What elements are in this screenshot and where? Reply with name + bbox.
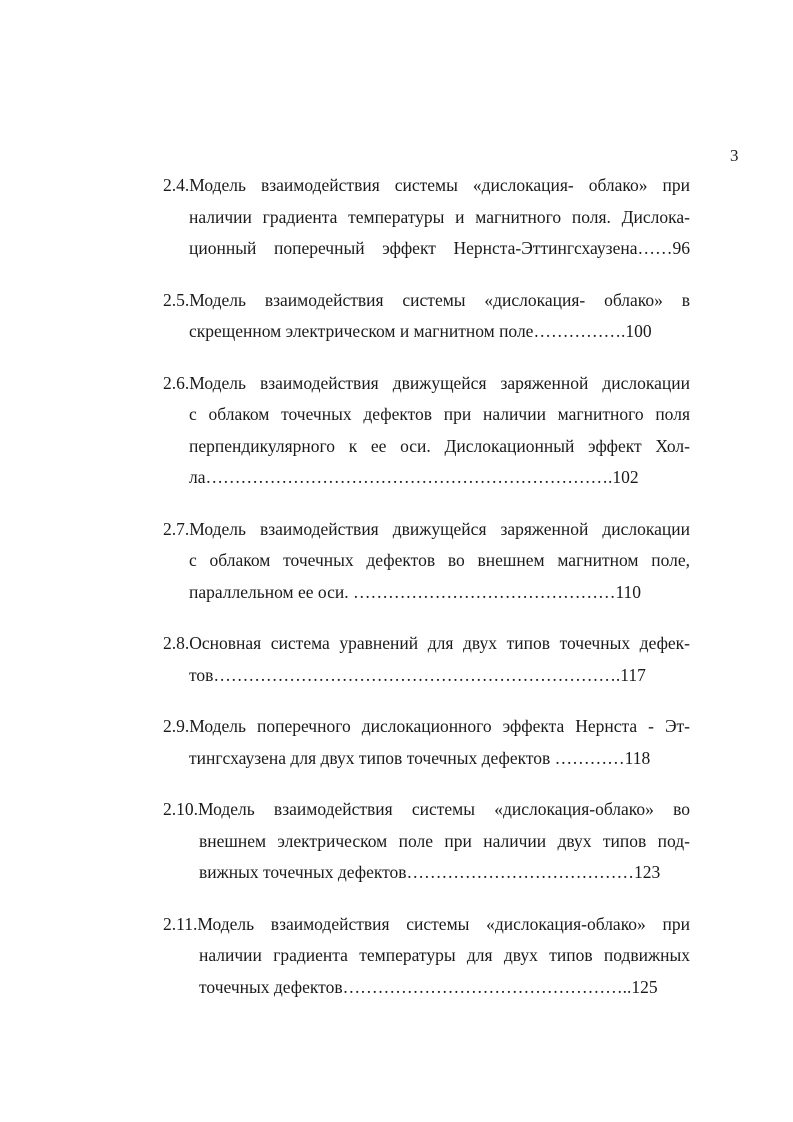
toc-entry-2-11 xyxy=(163,909,690,1004)
toc-line: 2.5.Модель взаимодействия системы «дислокация- облако» в xyxy=(163,289,690,310)
toc-line: 2.7.Модель взаимодействия движущейся заряженной дислокации xyxy=(163,518,690,539)
toc-line: ционный поперечный эффект Нернста-Эттингсхаузена……96 xyxy=(189,238,690,258)
toc-line: тингсхаузена для двух типов точечных дефектов …………118 xyxy=(189,747,651,768)
toc-line: тов…………………………………………………………….117 xyxy=(189,664,646,685)
toc-line: 2.10.Модель взаимодействия системы «дислокация-облако» во xyxy=(163,799,690,819)
toc-entry-2-7 xyxy=(163,514,690,609)
toc-line: 2.6.Модель взаимодействия движущейся заряженной дислокации xyxy=(163,372,690,393)
toc-entry-2-8 xyxy=(163,628,690,691)
toc-line: с облаком точечных дефектов при наличии магнитного поля xyxy=(189,404,690,424)
toc-line: 2.11.Модель взаимодействия системы «дислокация-облако» при xyxy=(163,913,690,934)
toc-line: внешнем электрическом поле при наличии двух типов под- xyxy=(199,830,690,851)
toc-line: точечных дефектов…………………………………………..125 xyxy=(199,976,658,997)
toc-entry-2-5 xyxy=(163,285,690,348)
toc-line: скрещенном электрическом и магнитном поле…………….100 xyxy=(189,321,652,341)
toc-line: 2.9.Модель поперечного дислокационного эффекта Нернста - Эт- xyxy=(163,716,690,736)
toc-line: 2.8.Основная система уравнений для двух типов точечных дефек- xyxy=(163,633,690,653)
page-number: 3 xyxy=(730,146,739,165)
toc-line: с облаком точечных дефектов во внешнем магнитном поле, xyxy=(189,550,690,570)
table-of-contents xyxy=(163,170,690,1023)
toc-line: наличии градиента температуры и магнитного поля. Дислока- xyxy=(189,206,690,227)
toc-line: параллельном ее оси. ………………………………………110 xyxy=(189,581,642,602)
toc-entry-2-6 xyxy=(163,368,690,494)
toc-entry-2-10 xyxy=(163,794,690,889)
toc-entry-2-4 xyxy=(163,170,690,265)
toc-line: ла…………………………………………………………….102 xyxy=(189,467,639,487)
toc-line: вижных точечных дефектов…………………………………123 xyxy=(199,862,661,882)
toc-line: наличии градиента температуры для двух типов подвижных xyxy=(199,945,690,965)
toc-line: 2.4.Модель взаимодействия системы «дислокация- облако» при xyxy=(163,175,690,195)
toc-entry-2-9 xyxy=(163,711,690,774)
toc-line: перпендикулярного к ее оси. Дислокационный эффект Хол- xyxy=(189,435,690,456)
